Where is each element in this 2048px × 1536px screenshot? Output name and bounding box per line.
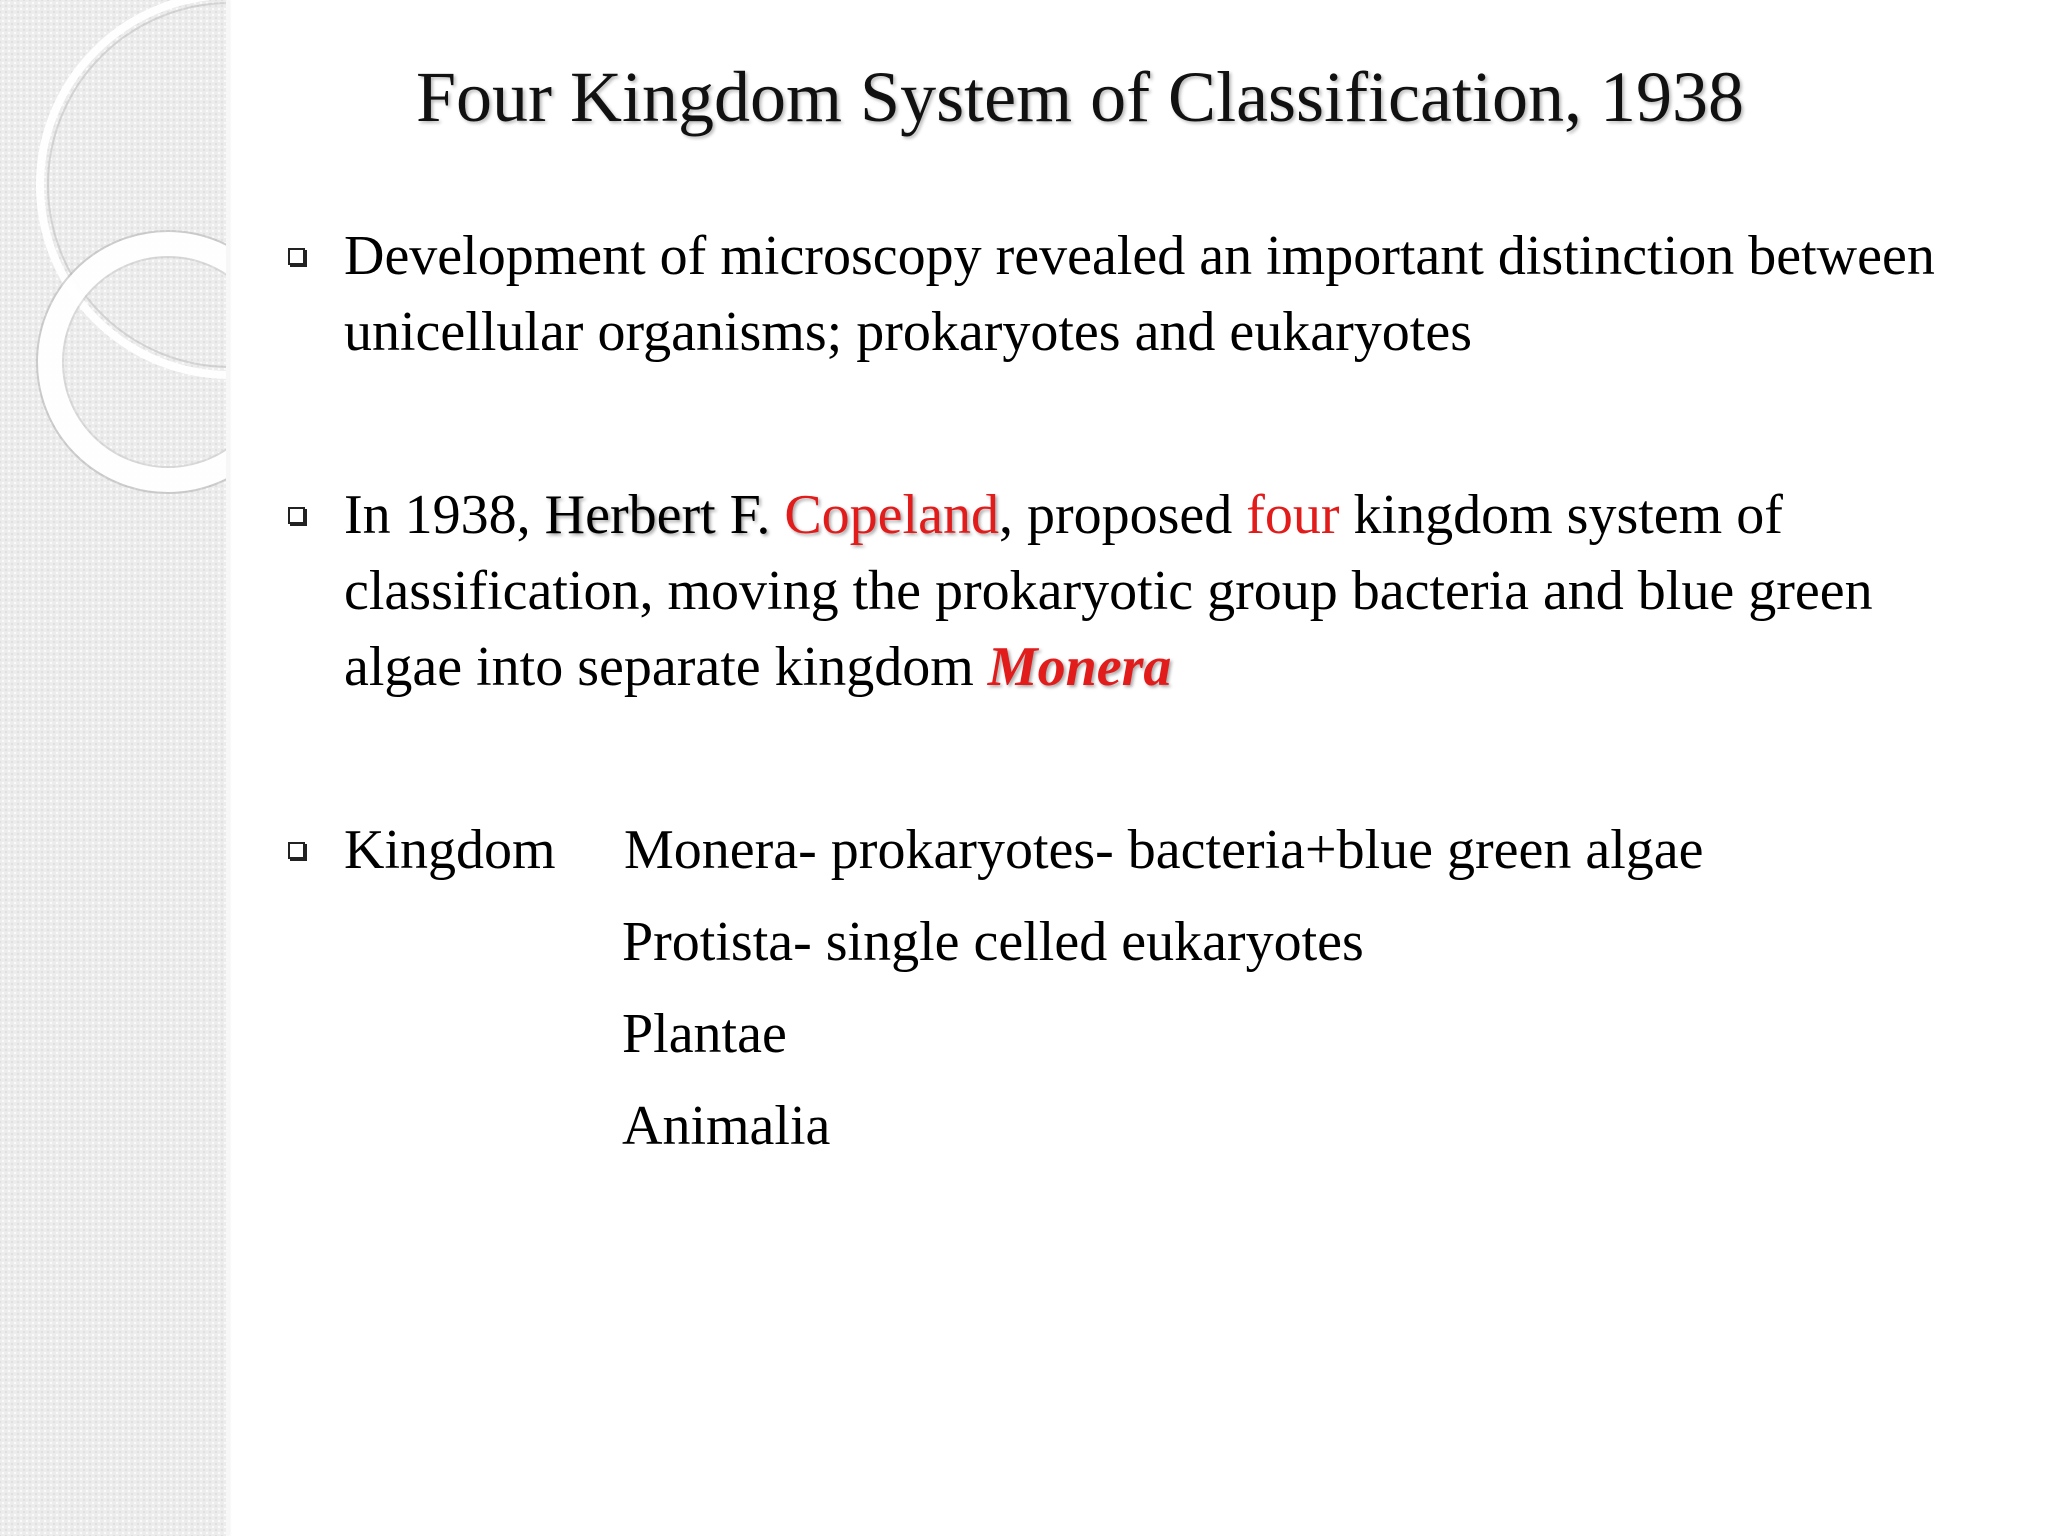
kingdom-monera: Monera bbox=[987, 636, 1172, 698]
bullet-text-part1: In 1938, bbox=[344, 484, 545, 546]
square-bullet-icon bbox=[288, 842, 305, 859]
bullet-text-part2: , proposed bbox=[998, 484, 1247, 546]
kingdom-item: Monera- prokaryotes- bacteria+blue green algae bbox=[624, 819, 1704, 881]
kingdom-item: Plantae bbox=[622, 1003, 787, 1065]
square-bullet-icon bbox=[288, 507, 305, 524]
kingdom-item: Animalia bbox=[622, 1095, 831, 1157]
author-first-name: Herbert F. bbox=[544, 484, 785, 546]
decorative-side-panel bbox=[0, 0, 228, 1536]
bullet-microscopy bbox=[344, 218, 1984, 370]
slide-title: Four Kingdom System of Classification, 1938 bbox=[416, 57, 1744, 137]
author-last-name: Copeland bbox=[784, 484, 999, 546]
square-bullet-icon bbox=[288, 248, 305, 265]
emphasis-four: four bbox=[1246, 484, 1340, 546]
bullet-copeland bbox=[344, 477, 1984, 705]
kingdom-item: Protista- single celled eukaryotes bbox=[622, 911, 1364, 973]
kingdom-label: Kingdom bbox=[344, 819, 556, 881]
bullet-text-part3: kingdom system of classification, moving the prokaryotic group bacteria and blue green algae into separate kingdom bbox=[344, 484, 1873, 698]
side-panel-edge bbox=[226, 0, 229, 1536]
bullet-kingdoms bbox=[344, 812, 1984, 888]
decorative-rings bbox=[0, 0, 228, 1536]
bullet-text: Development of microscopy revealed an important distinction between unicellular organisms; prokaryotes and eukaryotes bbox=[344, 225, 1935, 363]
